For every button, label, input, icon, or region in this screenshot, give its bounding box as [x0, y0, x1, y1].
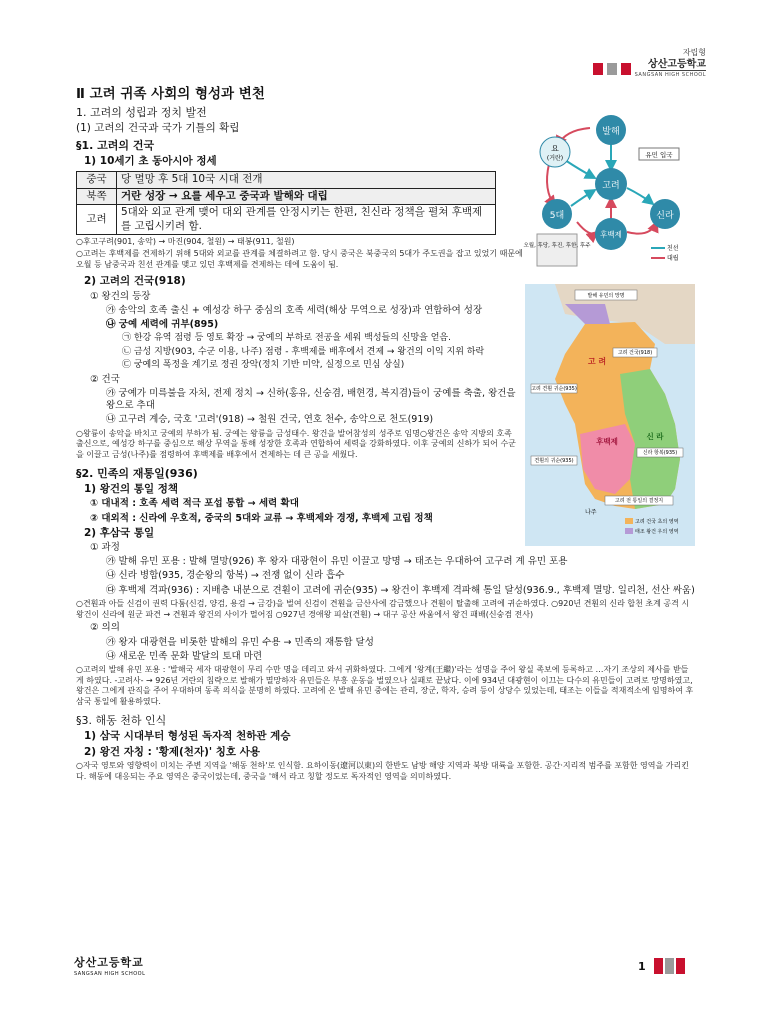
list-item: ㉰ 후백제 격파(936) : 지배층 내분으로 견훤이 고려에 귀순(935) → 왕건이 후백제 격파해 통일 달성(936.9., 후백제 멸망. 일리천, 선산 싸움): [106, 584, 695, 596]
node-label: 5대: [549, 211, 565, 221]
school-name-eng: SANGSAN HIGH SCHOOL: [634, 72, 706, 79]
list-item: ㉯ 신라 병합(935, 경순왕의 항복) → 전쟁 없이 신라 흡수: [106, 570, 345, 582]
south-china-box: [537, 234, 577, 266]
topic-heading-2: §2. 민족의 재통일(936): [76, 466, 198, 480]
topic-sub-heading: 1) 왕건의 통일 정책: [84, 482, 179, 495]
list-item: ① 대내적 : 호족 세력 적극 포섭 통합 → 세력 확대: [90, 498, 299, 510]
map-label-silla: 신 라: [646, 432, 664, 441]
page-square-red-icon: [676, 958, 685, 974]
list-item: ① 과정: [90, 542, 120, 554]
topic-sub-heading: 2) 후삼국 통일: [84, 526, 155, 539]
topic-sub-heading: 2) 고려의 건국(918): [84, 275, 186, 288]
note: ○후고구려(901, 송악) → 마진(904, 철원) → 태봉(911, 철원): [76, 237, 295, 247]
legend-label: 고려 건국 초의 영역: [635, 519, 679, 525]
school-name-block: [635, 59, 706, 78]
page-square-red-icon: [654, 958, 663, 974]
page-square-gray-icon: [665, 958, 674, 974]
logo-square-red-icon: [593, 63, 603, 75]
table-row: [77, 205, 496, 235]
friendly-arrow-icon: [627, 188, 653, 204]
school-logo-row: [593, 59, 706, 78]
note: ○견훤과 아들 신검이 권력 다툼(신검, 양검, 용검 → 금강)을 벌여 신검이 견훤을 금산사에 감금했으나 견훤이 탈출해 고려에 귀순하였다. ○920년 견훤의 신라 합천 초계 공격 시 왕건이 신라에 원군 파견 → 견훤과 왕건의 사이가 멀어짐 ○927년 경애왕 피살(견훤) → 대구 공산 싸움에서 왕건 패배(신숭겸 전사): [76, 598, 690, 619]
logo-square-gray-icon: [607, 63, 617, 75]
legend-swatch-goryeo: [625, 518, 633, 524]
map-label-hubaekje: 후백제: [596, 437, 618, 446]
node-label: 고려: [602, 181, 620, 191]
node-label: 발해: [602, 127, 620, 137]
topic-heading-3: §3. 해동 천하 인식: [76, 714, 167, 728]
topic-sub-heading: 1) 삼국 시대부터 형성된 독자적 천하관 계승: [84, 730, 291, 743]
legend-swatch-wanggeon: [625, 528, 633, 534]
list-item: ② 대외적 : 신라에 우호적, 중국의 5대와 교류 → 후백제와 경쟁, 후백제 고립 정책: [90, 512, 433, 524]
legend-label: 대립: [667, 255, 679, 262]
node-label: 신라: [656, 211, 674, 221]
chapter-title: Ⅱ 고려 귀족 사회의 형성과 변천: [76, 86, 265, 102]
footer-school: [74, 956, 145, 977]
table-row: [77, 188, 496, 204]
list-item: ㉢ 궁예의 폭정을 계기로 정권 장악(정치 기반 미약, 실정으로 민심 상실): [122, 360, 405, 371]
node-label: 요: [551, 144, 559, 153]
list-item: ㉮ 궁예가 미륵불을 자처, 전제 정치 → 신하(홍유, 신숭겸, 배현경, 복지겸)들이 궁예를 축출, 왕건을 왕으로 추대: [106, 388, 516, 412]
table-row: [77, 172, 496, 188]
list-item: ㉮ 발해 유민 포용 : 발해 멸망(926) 후 왕자 대광현이 유민 이끌고 망명 → 태조는 우대하여 고구려 계 유민 포용: [106, 556, 568, 568]
school-header: [593, 48, 706, 78]
east-asia-situation-table: [76, 171, 496, 235]
footer-school-eng: SANGSAN HIGH SCHOOL: [74, 970, 146, 977]
list-item: ㉯ 궁예 세력에 귀부(895): [106, 319, 219, 331]
list-item: ㉡ 금성 지방(903, 수군 이용, 나주) 점령 - 후백제를 배후에서 견제 → 왕건의 이익 지위 하락: [122, 346, 485, 357]
list-item: ㉮ 왕자 대광현을 비롯한 발해의 유민 수용 → 민족의 재통합 달성: [106, 636, 374, 648]
footer-school-name: 상산고등학교: [74, 956, 144, 969]
list-item: ㉯ 고구려 계승, 국호 '고려'(918) → 철원 건국, 연호 천수, 송악으로 천도(919): [106, 414, 434, 426]
map-label: 신라 항복(935): [642, 450, 678, 456]
relations-diagram: [523, 110, 695, 270]
table-value: 당 멸망 후 5대 10국 시대 전개: [117, 172, 496, 188]
node-label: 후백제: [600, 230, 622, 239]
logo-square-red-icon: [621, 63, 631, 75]
list-item: ㉯ 새로운 민족 문화 발달의 토대 마련: [106, 650, 263, 662]
map-label: 고려 견훤 귀순(935): [531, 386, 577, 392]
table-value: 거란 성장 → 요를 세우고 중국과 발해와 대립: [117, 188, 496, 204]
list-item: ② 건국: [90, 373, 120, 385]
list-item: ① 왕건의 등장: [90, 290, 151, 302]
friendly-arrow-icon: [571, 190, 595, 206]
map-label: 고려 건국(918): [617, 350, 653, 356]
later-three-kingdoms-map: [525, 284, 695, 546]
node-label: (거란): [546, 155, 564, 162]
friendly-arrow-icon: [565, 160, 595, 178]
topic-sub-heading: 1) 10세기 초 동아시아 정세: [84, 154, 217, 167]
subsection-heading: (1) 고려의 건국과 국가 기틀의 확립: [76, 122, 240, 135]
list-item: ㉠ 한강 유역 점령 등 영토 확장 → 궁예의 부하로 전공을 세워 백성들의 신망을 얻음.: [122, 333, 451, 344]
note: ○자국 영토와 영향력이 미치는 주변 지역을 '해동 천하'로 인식함. 요하이동(遼河以東)의 한반도 남방 해양 지역과 북방 대륙을 포함한. 공간·지리적 범주를 포함한 영역을 가리킨다. 해동에 대응되는 주요 영역은 중국이었는데, 중국을 '해서 라고 칭할 정도로 독자적인 영역을 의미하였다.: [76, 761, 689, 781]
hostile-arrow-icon: [577, 222, 597, 234]
map-label-goryeo: 고 려: [587, 357, 607, 366]
list-item: ② 의의: [90, 622, 120, 634]
legend-label: 태조 왕건 우의 영역: [635, 529, 679, 535]
hostile-arrow-icon: [627, 222, 657, 234]
map-label: 고려 전 통일의 결정지: [614, 498, 664, 504]
page-decoration: [654, 958, 685, 974]
legend-label: 친선: [667, 245, 679, 252]
table-key: 고려: [77, 205, 117, 235]
south-china-label: 오월, 후당, 후진, 후한, 후주: [523, 243, 591, 249]
list-item: ㉮ 송악의 호족 출신 + 예성강 하구 중심의 호족 세력(해상 무역으로 성장)과 연합하여 성장: [106, 305, 483, 317]
map-label: 발해 유민의 망명: [587, 293, 625, 299]
school-name: 상산고등학교: [648, 59, 706, 71]
note: ○고려는 후백제를 견제하기 위해 5대와 외교를 관계를 체결하려고 함. 당시 중국은 북중국의 5대가 주도권을 잡고 있었기 때문에 오월 등 남중국과 친선 관계를 맺고 있던 후백제를 견제하는 데에 도움이 됨.: [76, 248, 523, 269]
topic-heading-1: §1. 고려의 건국: [76, 138, 155, 152]
table-key: 중국: [77, 172, 117, 188]
note: ○왕륭이 송악을 바치고 궁예의 부하가 됨. 궁예는 왕륭을 금성태수. 왕건을 발어참성의 성주로 임명○왕건은 송악 지방의 호족 출신으로, 예성강 하구를 중심으로 해상 무역을 통해 성장한 호족과 연합하여 세력을 강화하였다. 이후 궁예의 신하가 되어 수군을 이끌고 금성(나주)를 점령하여 후백제를 배후에서 견제하는 데 큰 공을 세웠다.: [76, 428, 516, 460]
page-number: 1: [638, 960, 646, 973]
map-label: 견훤의 귀순(935): [534, 458, 574, 464]
table-value: 5대와 외교 관계 맺어 대외 관계를 안정시키는 한편, 친신라 정책을 펼쳐 후백제를 고립시키려 함.: [117, 205, 496, 235]
map-label-naju: 나주: [585, 509, 597, 516]
topic-sub-heading: 2) 왕건 자칭 : '황제(천자)' 칭호 사용: [84, 745, 260, 758]
table-key: 북쪽: [77, 188, 117, 204]
section-heading: 1. 고려의 성립과 정치 발전: [76, 106, 207, 120]
school-type-label: 자립형: [682, 48, 706, 57]
note: ○고려의 발해 유민 포용 : '발해국 세자 대광현이 무리 수만 명을 데리고 와서 귀화하였다. 그에게 '왕계(王繼)'라는 성명을 주어 왕실 족보에 등록하고 …자기 조상의 제사를 받들게 하였다. -고려사- → 926년 거란의 침략으로 발해가 멸망하자 유민들은 부흥 운동을 벌였으나 실패로 끝났다. 이에 934년 대광현이 이끄는 다수의 유민들이 고려로 망명하였고, 왕건은 그에게 관직을 주어 우대하며 동족 의식을 분명히 하였다. 고려에 온 발해 유민 중에는 관리, 장군, 학자, 승려 등이 상당수 있었는데, 태조는 이들을 적재적소에 임명하여 후삼국 통일에 활용하였다.: [76, 664, 694, 707]
refugee-label: 유민 입국: [645, 151, 673, 159]
